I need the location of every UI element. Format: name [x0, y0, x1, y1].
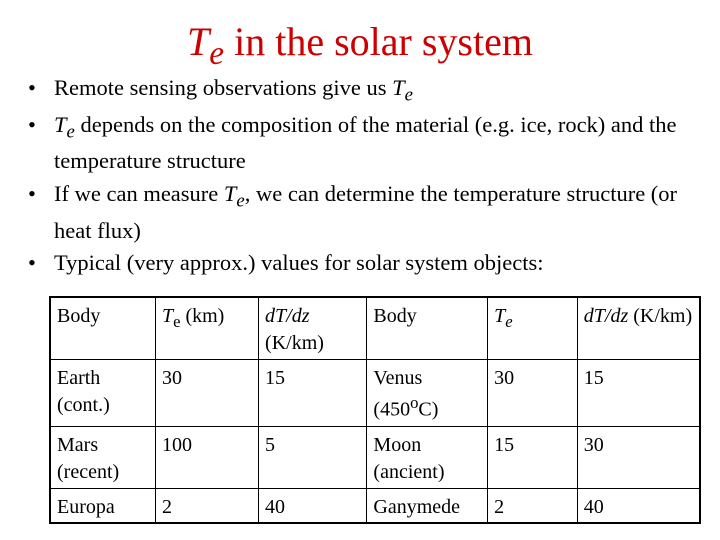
- cell-dtdz: 40: [577, 488, 700, 523]
- header-body: Body: [367, 297, 488, 360]
- bullet-marker: •: [28, 75, 36, 100]
- cell-dtdz: 30: [577, 426, 700, 488]
- cell-body: Moon (ancient): [367, 426, 488, 488]
- bullet-marker: •: [28, 181, 36, 206]
- cell-dtdz: 15: [259, 360, 367, 427]
- cell-body: Earth (cont.): [50, 360, 155, 427]
- bullet-text: Remote sensing observations give us $T_e$: [54, 75, 413, 106]
- cell-dtdz: 15: [577, 360, 700, 427]
- cell-te: 30: [488, 360, 578, 427]
- cell-body: Ganymede: [367, 488, 488, 523]
- values-table: [49, 296, 701, 524]
- title-text: in the solar system: [224, 19, 533, 64]
- cell-dtdz: 40: [259, 488, 367, 523]
- bullet-marker: •: [28, 111, 36, 137]
- cell-dtdz: 5: [259, 426, 367, 488]
- bullet-item: [28, 178, 708, 247]
- cell-te: 100: [155, 426, 258, 488]
- cell-te: 30: [155, 360, 258, 427]
- bullet-marker: •: [28, 250, 36, 276]
- table-header-row: [50, 297, 700, 360]
- bullet-text: If we can measure $T_e$, we can determine the temperature structure (or heat flux): [54, 181, 678, 243]
- title-subscript: e: [209, 35, 225, 72]
- header-te: $T_e$ (km): [155, 297, 258, 360]
- header-te: $T_e$: [488, 297, 578, 360]
- slide-title: [0, 20, 720, 73]
- bullet-list: [28, 72, 708, 280]
- bullet-text: $T_e$ depends on the composition of the material (e.g. ice, rock) and the temperature structure: [54, 111, 677, 174]
- cell-body: Mars (recent): [50, 426, 155, 488]
- cell-te: 2: [155, 488, 258, 523]
- bullet-item: [28, 247, 708, 280]
- table-row: [50, 426, 700, 488]
- title-symbol: T: [187, 19, 210, 64]
- bullet-item: [28, 109, 708, 178]
- cell-body: Europa: [50, 488, 155, 523]
- cell-body: Venus (450$^o$C): [367, 360, 488, 427]
- header-body: Body: [50, 297, 155, 360]
- header-dtdz: dT/dz (K/km): [577, 297, 700, 360]
- table-row: [50, 488, 700, 523]
- bullet-text: Typical (very approx.) values for solar system objects:: [54, 250, 544, 276]
- cell-te: 2: [488, 488, 578, 523]
- table-row: [50, 360, 700, 427]
- bullet-item: [28, 72, 708, 109]
- header-dtdz: dT/dz (K/km): [259, 297, 367, 360]
- cell-te: 15: [488, 426, 578, 488]
